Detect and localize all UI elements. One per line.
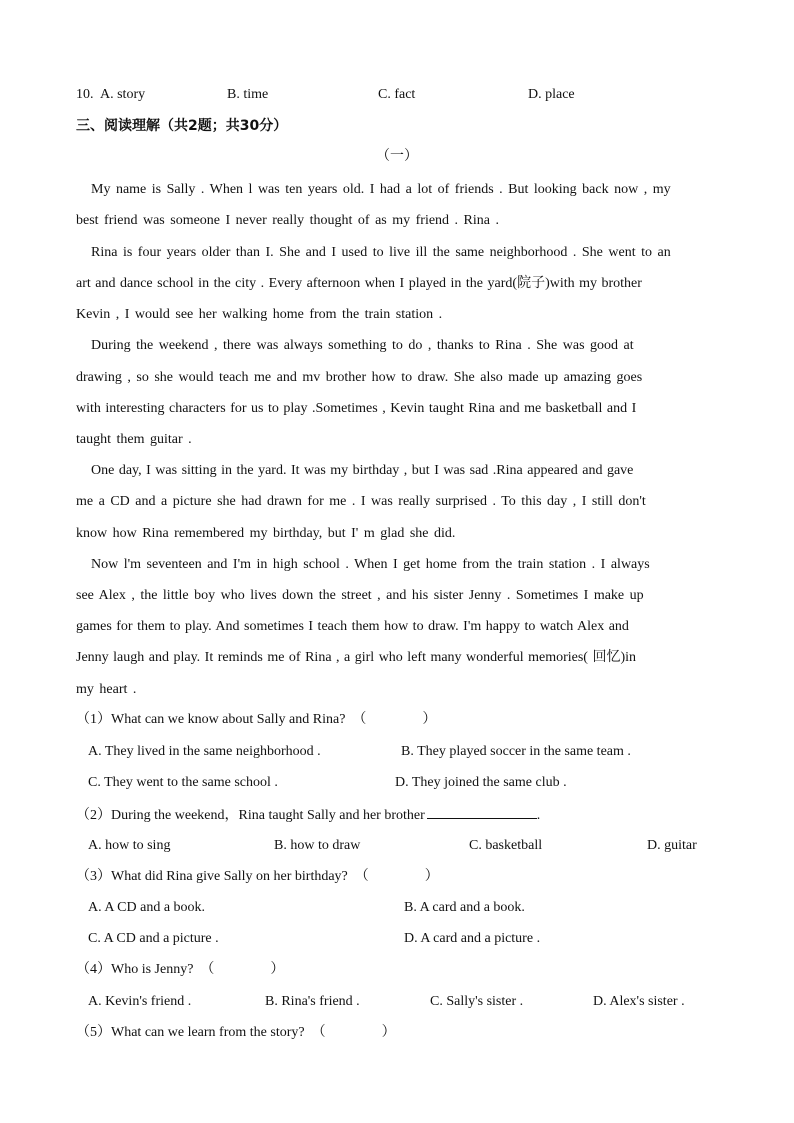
q1-option-a: A. They lived in the same neighborhood . (88, 744, 321, 759)
passage-line: Rina is four years older than I. She and I used to live ill the same neighborhood . She went to an (91, 245, 671, 260)
answer-blank (427, 805, 537, 819)
passage-line: games for them to play. And sometimes I teach them how to draw. I'm happy to watch Alex and (76, 619, 629, 634)
passage-line: During the weekend , there was always something to do , thanks to Rina . She was good at (91, 338, 634, 353)
passage-line: with interesting characters for us to play .Sometimes , Kevin taught Rina and me basketball and I (76, 401, 637, 416)
passage-line: see Alex , the little boy who lives down the street , and his sister Jenny . Sometimes I make up (76, 588, 644, 603)
question-3-stem: （3）What did Rina give Sally on her birthday? （ ） (76, 869, 439, 884)
q10-option-d: D. place (528, 87, 575, 102)
passage-line: best friend was someone I never really thought of as my friend . Rina . (76, 213, 500, 228)
q4-option-c: C. Sally's sister . (430, 994, 524, 1009)
question-4-stem: （4）Who is Jenny? （ ） (76, 962, 285, 977)
question-2-stem (76, 805, 540, 825)
question-2-end: . (536, 808, 541, 823)
passage-line: my heart . (76, 682, 137, 697)
q10-option-c: C. fact (378, 87, 416, 102)
section-heading: 三、阅读理解（共2题；共30分） (76, 118, 288, 134)
passage-line: One day, I was sitting in the yard. It was my birthday , but I was sad .Rina appeared and gave (91, 463, 634, 478)
passage-line: drawing , so she would teach me and mv brother how to draw. She also made up amazing goes (76, 370, 643, 385)
q10-number: 10. (76, 87, 94, 102)
q2-option-a: A. how to sing (88, 838, 171, 853)
passage-line: taught them guitar . (76, 432, 192, 447)
q2-option-d: D. guitar (647, 838, 697, 853)
q4-option-d: D. Alex's sister . (593, 994, 685, 1009)
passage-line: Kevin , I would see her walking home from the train station . (76, 307, 443, 322)
q3-option-a: A. A CD and a book. (88, 900, 206, 915)
question-1-stem: （1）What can we know about Sally and Rina? （ ） (76, 712, 437, 727)
q3-option-b: B. A card and a book. (404, 900, 525, 915)
passage-line: me a CD and a picture she had drawn for me . I was really surprised . To this day , I still don't (76, 494, 646, 509)
q1-option-d: D. They joined the same club . (395, 775, 567, 790)
q10-option-a: A. story (100, 87, 146, 102)
q10-option-b: B. time (227, 87, 269, 102)
q4-option-b: B. Rina's friend . (265, 994, 360, 1009)
passage-line: My name is Sally . When l was ten years old. I had a lot of friends . But looking back now , my (91, 182, 671, 197)
passage-line: know how Rina remembered my birthday, but I' m glad she did. (76, 526, 456, 541)
passage-line: art and dance school in the city . Every afternoon when I played in the yard(院子)with my brother (76, 276, 642, 291)
q4-option-a: A. Kevin's friend . (88, 994, 192, 1009)
q2-option-c: C. basketball (469, 838, 543, 853)
question-2-text: （2）During the weekend，Rina taught Sally and her brother (76, 808, 425, 823)
q1-option-c: C. They went to the same school . (88, 775, 278, 790)
passage-line: Jenny laugh and play. It reminds me of Rina , a girl who left many wonderful memories( 回忆)in (76, 650, 637, 665)
passage-line: Now l'm seventeen and I'm in high school . When I get home from the train station . I always (91, 557, 650, 572)
q3-option-d: D. A card and a picture . (404, 931, 541, 946)
q3-option-c: C. A CD and a picture . (88, 931, 219, 946)
question-5-stem: （5）What can we learn from the story? （ ） (76, 1025, 396, 1040)
q1-option-b: B. They played soccer in the same team . (401, 744, 631, 759)
q2-option-b: B. how to draw (274, 838, 361, 853)
passage-number: （一） (376, 149, 418, 164)
